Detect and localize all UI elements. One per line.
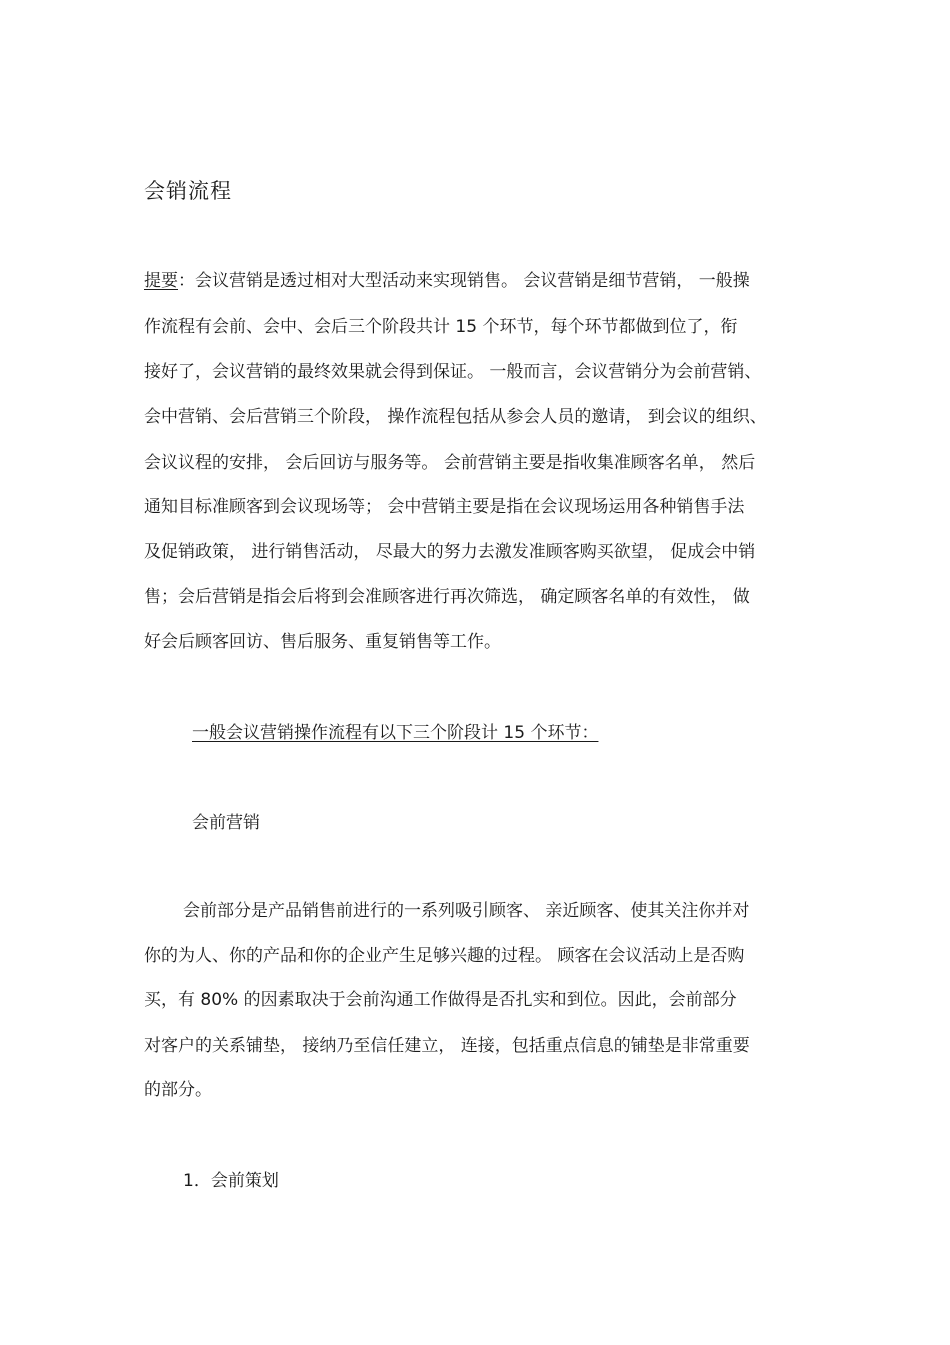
summary-label: 提要	[144, 271, 178, 291]
section-heading: 会前营销	[192, 813, 260, 833]
section-line-2: 你的为人、你的产品和你的企业产生足够兴趣的过程。 顾客在会议活动上是否购	[144, 946, 745, 966]
overview-heading: 一般会议营销操作流程有以下三个阶段计 15 个环节：	[192, 723, 599, 743]
summary-line-1-text: ：会议营销是透过相对大型活动来实现销售。 会议营销是细节营销， 一般操	[178, 271, 750, 291]
summary-line-3: 接好了，会议营销的最终效果就会得到保证。 一般而言，会议营销分为会前营销、	[144, 362, 762, 382]
summary-line-8: 售；会后营销是指会后将到会准顾客进行再次筛选， 确定顾客名单的有效性， 做	[144, 587, 750, 607]
summary-line-9: 好会后顾客回访、售后服务、重复销售等工作。	[144, 632, 501, 652]
section-line-1: 会前部分是产品销售前进行的一系列吸引顾客、 亲近顾客、使其关注你并对	[183, 901, 750, 921]
summary-line-7: 及促销政策， 进行销售活动， 尽最大的努力去激发准顾客购买欲望， 促成会中销	[144, 542, 756, 562]
document-title: 会销流程	[144, 179, 232, 203]
summary-line-5: 会议议程的安排， 会后回访与服务等。 会前营销主要是指收集准顾客名单， 然后	[144, 453, 756, 473]
summary-line-6: 通知目标准顾客到会议现场等； 会中营销主要是指在会议现场运用各种销售手法	[144, 497, 745, 517]
section-line-5: 的部分。	[144, 1080, 212, 1100]
summary-line-4: 会中营销、会后营销三个阶段， 操作流程包括从参会人员的邀请， 到会议的组织、	[144, 407, 767, 427]
section-line-3: 买，有 80% 的因素取决于会前沟通工作做得是否扎实和到位。因此，会前部分	[144, 990, 737, 1010]
summary-line-2: 作流程有会前、会中、会后三个阶段共计 15 个环节，每个环节都做到位了，衔	[144, 317, 738, 337]
list-item-1: 1．会前策划	[183, 1171, 279, 1191]
summary-line-1	[144, 268, 750, 294]
section-line-4: 对客户的关系铺垫， 接纳乃至信任建立， 连接，包括重点信息的铺垫是非常重要	[144, 1036, 750, 1056]
